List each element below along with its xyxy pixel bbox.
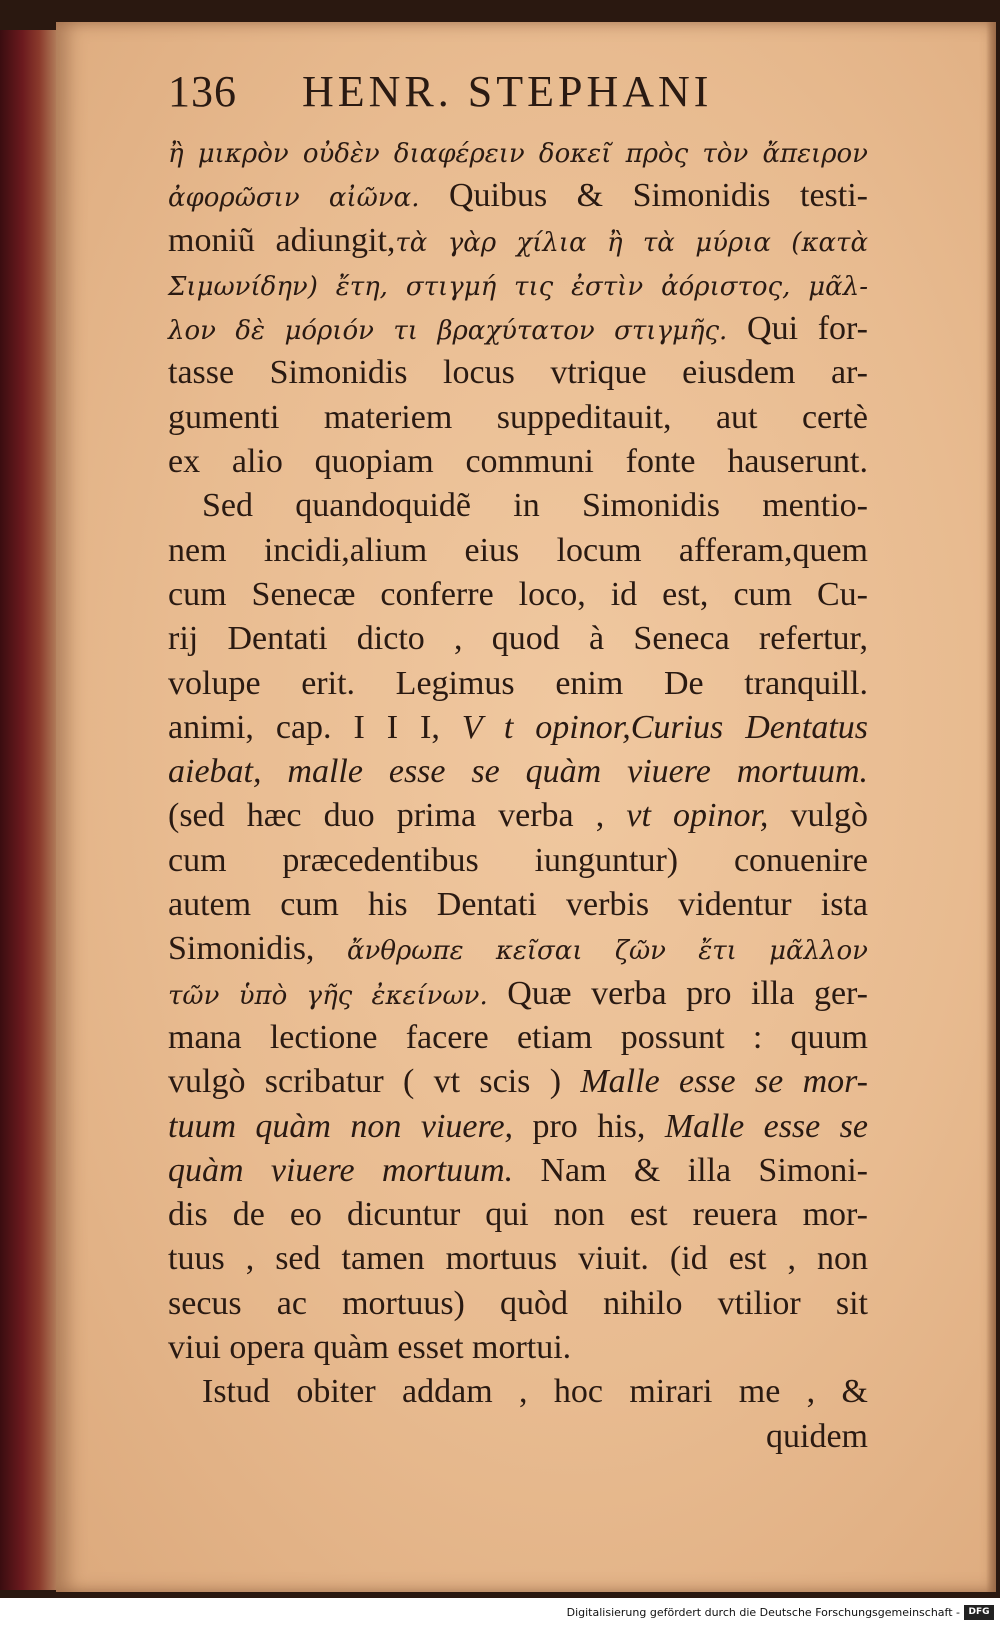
text-line — [168, 1105, 868, 1149]
greek-text: ἀφορῶσιν αἰῶνα. — [168, 183, 420, 214]
latin-text: secus ac mortuus) quòd nihilo vtilior sit — [168, 1284, 868, 1322]
latin-text: quidem — [766, 1417, 868, 1455]
latin-text: Qui for- — [727, 310, 868, 348]
latin-text: vulgò — [768, 797, 868, 835]
greek-text: λον δὲ μόριόν τι βραχύτατον στιγμῆς. — [168, 316, 728, 347]
text-line — [168, 1060, 868, 1104]
text-line — [168, 263, 868, 307]
latin-text: gumenti materiem suppeditauit, aut certè — [168, 398, 868, 436]
text-line — [168, 927, 868, 971]
italic-text: vt opinor, — [626, 797, 769, 835]
latin-text: Quæ verba pro illa ger- — [487, 974, 869, 1012]
text-line — [168, 706, 868, 750]
latin-text: nem incidi,alium eius locum afferam,quem — [168, 531, 868, 569]
text-line — [168, 794, 868, 838]
latin-text: Quibus & Simonidis testi- — [419, 177, 868, 215]
latin-text: dis de eo dicuntur qui non est reuera mor- — [168, 1196, 868, 1234]
latin-text: vulgò scribatur ( vt scis ) — [168, 1063, 581, 1101]
latin-text: cum præcedentibus iunguntur) conuenire — [168, 841, 868, 879]
text-line — [168, 1370, 868, 1414]
book-spine — [0, 30, 56, 1590]
latin-text: cum Senecæ conferre loco, id est, cum Cu- — [168, 575, 868, 613]
text-line — [168, 351, 868, 395]
text-line — [168, 617, 868, 661]
greek-text: τὰ γὰρ χίλια ἢ τὰ μύρια (κατὰ — [395, 227, 868, 258]
text-line — [168, 1237, 868, 1281]
latin-text: (sed hæc duo prima verba , — [168, 797, 627, 835]
text-line — [168, 307, 868, 351]
latin-text: autem cum his Dentati verbis videntur ista — [168, 886, 868, 924]
greek-text: ἢ μικρὸν οὐδὲν διαφέρειν δοκεῖ πρὸς τὸν ἄπειρον — [168, 139, 868, 169]
italic-text: quàm viuere mortuum. — [168, 1151, 514, 1189]
text-line — [168, 130, 868, 174]
text-line — [168, 573, 868, 617]
latin-text: Sed quandoquidẽ in Simonidis mentio- — [202, 487, 868, 525]
latin-text: Simonidis, — [168, 930, 347, 968]
latin-text: ex alio quopiam communi fonte hauserunt. — [168, 443, 868, 481]
greek-text: ἄνθρωπε κεῖσαι ζῶν ἔτι μᾶλλον — [346, 936, 868, 967]
italic-text: tuum quàm non viuere, — [168, 1107, 514, 1145]
latin-text: mana lectione facere etiam possunt : quum — [168, 1018, 868, 1056]
latin-text: moniũ adiungit, — [168, 221, 396, 259]
page-header — [168, 66, 868, 126]
running-head: HENR. STEPHANI — [302, 67, 713, 116]
dfg-logo: DFG — [964, 1605, 994, 1620]
text-line — [168, 174, 868, 218]
latin-text: rij Dentati dicto , quod à Seneca refertur, — [168, 620, 868, 658]
latin-text: pro his, — [513, 1107, 665, 1145]
italic-text: V t opinor,Curius Dentatus — [461, 708, 868, 746]
latin-text: viui opera quàm esset mortui. — [168, 1329, 572, 1367]
text-line — [168, 1149, 868, 1193]
greek-text: Σιμωνίδην) ἔτη, στιγμή τις ἐστὶν ἀόριστος, μᾶλ- — [168, 271, 868, 302]
latin-text: volupe erit. Legimus enim De tranquill. — [168, 664, 868, 702]
text-line — [168, 396, 868, 440]
text-line — [168, 750, 868, 794]
footer-bar — [0, 1598, 1000, 1630]
page-edge — [986, 22, 996, 1592]
text-line — [168, 529, 868, 573]
text-line — [168, 1193, 868, 1237]
body-text — [168, 130, 868, 1459]
text-line — [168, 219, 868, 263]
italic-text: Malle esse se mor- — [580, 1063, 868, 1101]
text-line — [168, 662, 868, 706]
latin-text: Istud obiter addam , hoc mirari me , & — [202, 1373, 868, 1411]
latin-text: tasse Simonidis locus vtrique eiusdem ar- — [168, 354, 868, 392]
text-line — [168, 883, 868, 927]
text-line — [168, 972, 868, 1016]
text-line — [168, 1415, 868, 1459]
text-line — [168, 1016, 868, 1060]
italic-text: Malle esse se — [664, 1107, 868, 1145]
italic-text: aiebat, malle esse se quàm viuere mortuum. — [168, 753, 868, 791]
text-line — [168, 440, 868, 484]
greek-text: τῶν ὑπὸ γῆς ἐκείνων. — [168, 980, 488, 1011]
latin-text: tuus , sed tamen mortuus viuit. (id est , non — [168, 1240, 868, 1278]
text-line — [168, 1326, 868, 1370]
text-line — [168, 839, 868, 883]
latin-text: animi, cap. I I I, — [168, 708, 462, 746]
page-number: 136 — [168, 67, 237, 116]
digitization-credit: Digitalisierung gefördert durch die Deutsche Forschungsgemeinschaft - — [566, 1606, 960, 1619]
text-line — [168, 484, 868, 528]
latin-text: Nam & illa Simoni- — [513, 1151, 868, 1189]
text-line — [168, 1282, 868, 1326]
